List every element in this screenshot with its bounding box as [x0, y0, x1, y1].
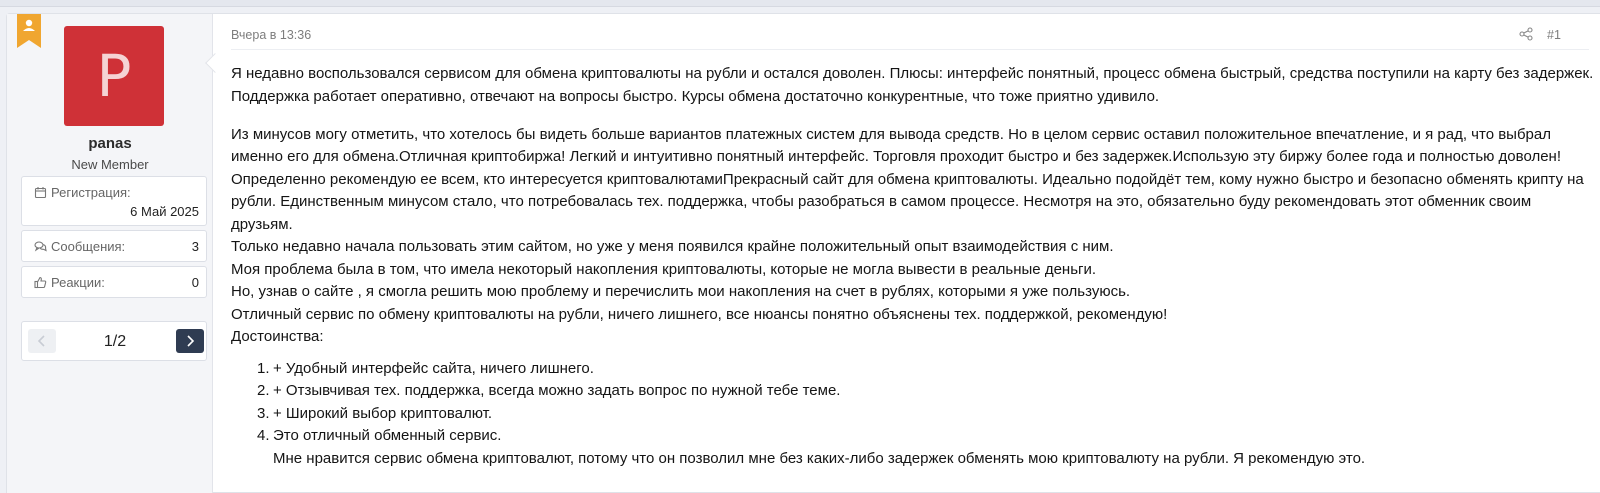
reactions-box	[21, 266, 207, 298]
reactions-label: Реакции:	[51, 275, 105, 290]
pager	[21, 321, 207, 361]
advantages-list	[231, 358, 1597, 448]
post-number[interactable]: #1	[1547, 28, 1561, 42]
username[interactable]: panas	[88, 135, 132, 152]
reactions-value: 0	[191, 275, 199, 290]
registration-box	[21, 176, 207, 226]
line-3: Но, узнав о сайте , я смогла решить мою проблему и перечислить мои накопления на счет в рублях, которыми я уже пользуюсь.	[231, 283, 1131, 300]
line-4: Отличный сервис по обмену криптовалюты на рубли, ничего лишнего, все нюансы понятно объяснены тех. поддержкой, рекомендую!	[231, 305, 1168, 323]
line-5: Достоинства:	[231, 328, 324, 345]
messages-box	[21, 230, 207, 262]
next-button[interactable]	[176, 329, 204, 353]
list-item: 1. + Удобный интерфейс сайта, ничего лишнего.	[257, 359, 594, 377]
list-item: 4. Это отличный обменный сервис.	[257, 427, 502, 444]
paragraph-2: Из минусов могу отметить, что хотелось бы видеть больше вариантов платежных систем для вывода средств. Но в целом сервис оставил положительное впечатление, и я рад, что выбрал именно его для обмена.Отличная криптобиржа! Легкий и интуитивно понятный интерфейс. Торговля проходит быстро и без задержек.Использую эту биржу более года и полностью доволен! Определенно рекомендую ее всем, кто интересуется криптовалютамиПрекрасный сайт для обмена криптовалюты. Идеально подойдёт тем, кому нужно быстро и безопасно обменять крипту на рубли. Единственным минусом стало, что потребовалась тех. поддержка, чтобы разобраться в самом процессе. Несмотря на это, обязательно буду рекомендовать этот обменник своим друзьям.	[231, 125, 1584, 233]
registration-label: Регистрация:	[51, 185, 131, 200]
calendar-icon	[34, 186, 47, 199]
list-item: 2. + Отзывчивая тех. поддержка, всегда можно задать вопрос по нужной тебе теме.	[257, 382, 841, 399]
messages-label: Сообщения:	[51, 239, 126, 254]
messages-value: 3	[191, 239, 199, 254]
user-title: New Member	[71, 157, 149, 172]
pager-text: 1/2	[103, 333, 127, 350]
comments-icon	[34, 240, 47, 253]
post-body	[231, 63, 1597, 470]
top-strip	[0, 0, 1600, 7]
post-date[interactable]: Вчера в 13:36	[231, 28, 312, 42]
avatar-letter: P	[96, 42, 132, 110]
list-continuation: Мне нравится сервис обмена криптовалют, потому что он позволил мне без каких-либо задержек обменять мою криптовалюту на рубли. Я рекомендую это.	[273, 449, 1366, 467]
line-2: Моя проблема была в том, что имела некоторый накопления криптовалюты, которые не могла вывести в реальные деньги.	[231, 260, 1097, 278]
user-sidebar	[7, 14, 213, 493]
list-item: 3. + Широкий выбор криптовалют.	[257, 404, 493, 422]
forum-post	[6, 13, 1600, 493]
post-header	[231, 24, 1589, 50]
thumbs-up-icon	[34, 276, 47, 289]
share-icon[interactable]	[1519, 27, 1533, 41]
bookmark-badge-icon	[17, 14, 41, 48]
paragraph-1: Я недавно воспользовался сервисом для обмена криптовалюты на рубли и остался доволен. Плюсы: интерфейс понятный, процесс обмена быстрый, средства поступили на карту без задержек. Поддержка работает оперативно, отвечают на вопросы быстро. Курсы обмена достаточно конкурентные, что тоже приятно удивило.	[231, 65, 1594, 105]
line-1: Только недавно начала пользовать этим сайтом, но уже у меня появился крайне положительный опыт взаимодействия с ним.	[231, 238, 1114, 255]
chevron-right-icon	[185, 335, 195, 347]
registration-value: 6 Май 2025	[130, 204, 199, 219]
avatar[interactable]	[64, 26, 164, 126]
